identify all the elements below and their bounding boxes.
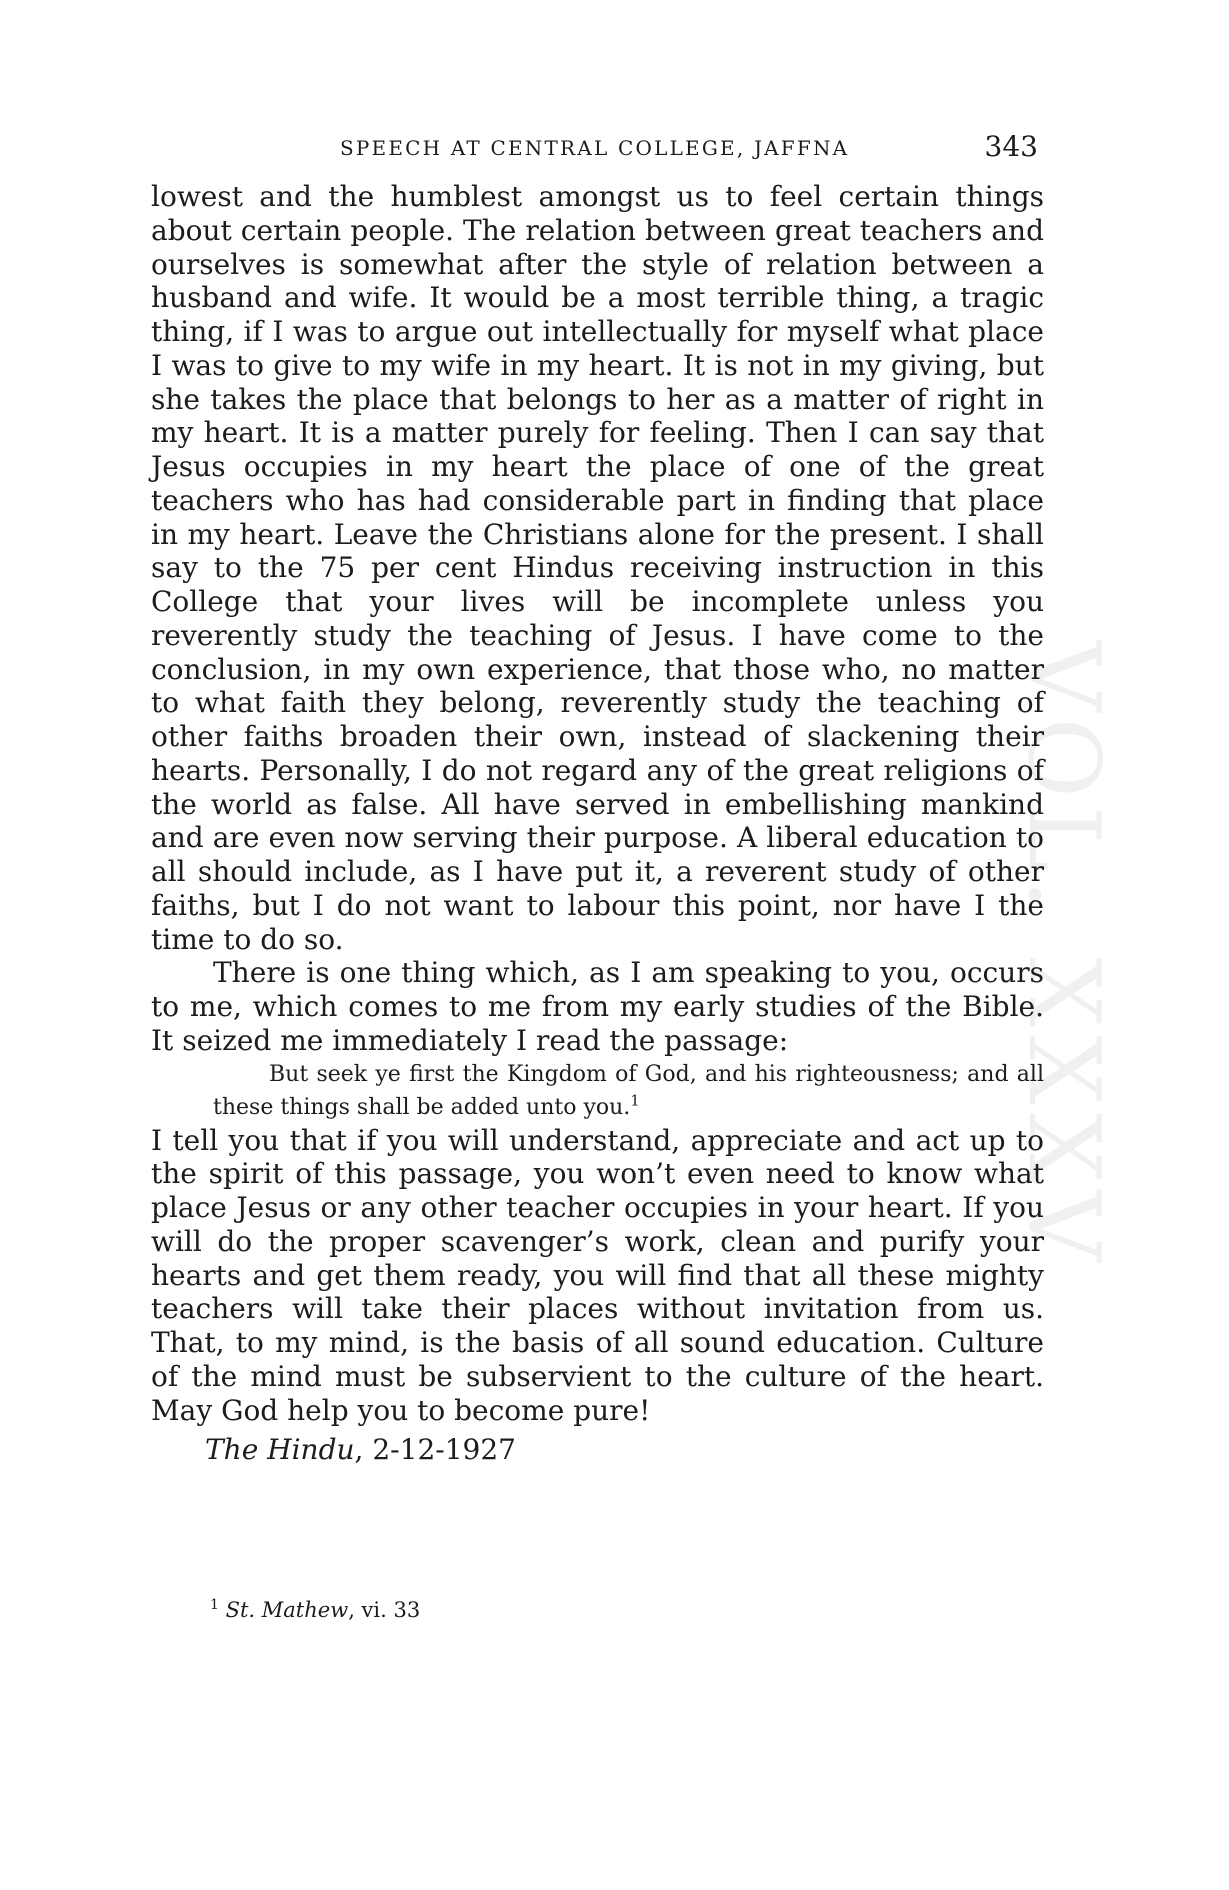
source-citation bbox=[151, 1433, 1044, 1467]
running-title: SPEECH AT CENTRAL COLLEGE, JAFFNA bbox=[340, 136, 850, 160]
footnote-reference[interactable]: 1 bbox=[630, 1091, 640, 1110]
watermark-text: VOL. XXXV bbox=[1006, 640, 1120, 1270]
footnote-reference-title: St. Mathew bbox=[225, 1598, 349, 1622]
page-number: 343 bbox=[984, 130, 1038, 163]
source-publication: The Hindu bbox=[205, 1433, 355, 1467]
scripture-quotation bbox=[151, 1058, 1044, 1124]
paragraph-conclusion: I tell you that if you will understand, appreciate and act up to the spirit of this passage, you won’t even need to know what place Jesus or any other teacher occupies in your heart. If you will do the proper scavenger’s work, clean and purify your hearts and get them ready, you will find that all these mighty teachers will take their places without invitation from us. That, to my mind, is the basis of all sound education. Culture of the mind must be subservient to the culture of the heart. May God help you to become pure! bbox=[151, 1123, 1044, 1427]
quotation-text: But seek ye first the Kingdom of God, and his righteousness; and all these things shall be added unto you. bbox=[213, 1061, 1044, 1120]
footnote bbox=[210, 1598, 420, 1622]
paragraph-bible: There is one thing which, as I am speaking to you, occurs to me, which comes to me from my early studies of the Bible. It seized me immediately I read the passage: bbox=[151, 956, 1044, 1057]
running-head bbox=[150, 130, 1040, 170]
paragraph-continued: lowest and the humblest amongst us to feel certain things about certain people. The relation between great teachers and ourselves is somewhat after the style of relation between a husband and wife. It would be a most terrible thing, a tragic thing, if I was to argue out intellectually for myself what place I was to give to my wife in my heart. It is not in my giving, but she takes the place that belongs to her as a matter of right in my heart. It is a matter purely for feeling. Then I can say that Jesus occupies in my heart the place of one of the great teachers who has had considerable part in finding that place in my heart. Leave the Christians alone for the present. I shall say to the 75 per cent Hindus receiving instruction in this College that your lives will be incomplete unless you reverently study the teaching of Jesus. I have come to the conclusion, in my own experience, that those who, no matter to what faith they belong, reverently study the teaching of other faiths broaden their own, instead of slackening their hearts. Personally, I do not regard any of the great religions of the world as false. All have served in embellishing mankind and are even now serving their purpose. A liberal education to all should include, as I have put it, a reverent study of other faiths, but I do not want to labour this point, nor have I the time to do so. bbox=[151, 180, 1044, 956]
footnote-citation: , vi. 33 bbox=[348, 1598, 421, 1622]
footnote-marker: 1 bbox=[210, 1597, 219, 1613]
source-date: , 2-12-1927 bbox=[354, 1433, 516, 1467]
page-body bbox=[151, 180, 1044, 1467]
